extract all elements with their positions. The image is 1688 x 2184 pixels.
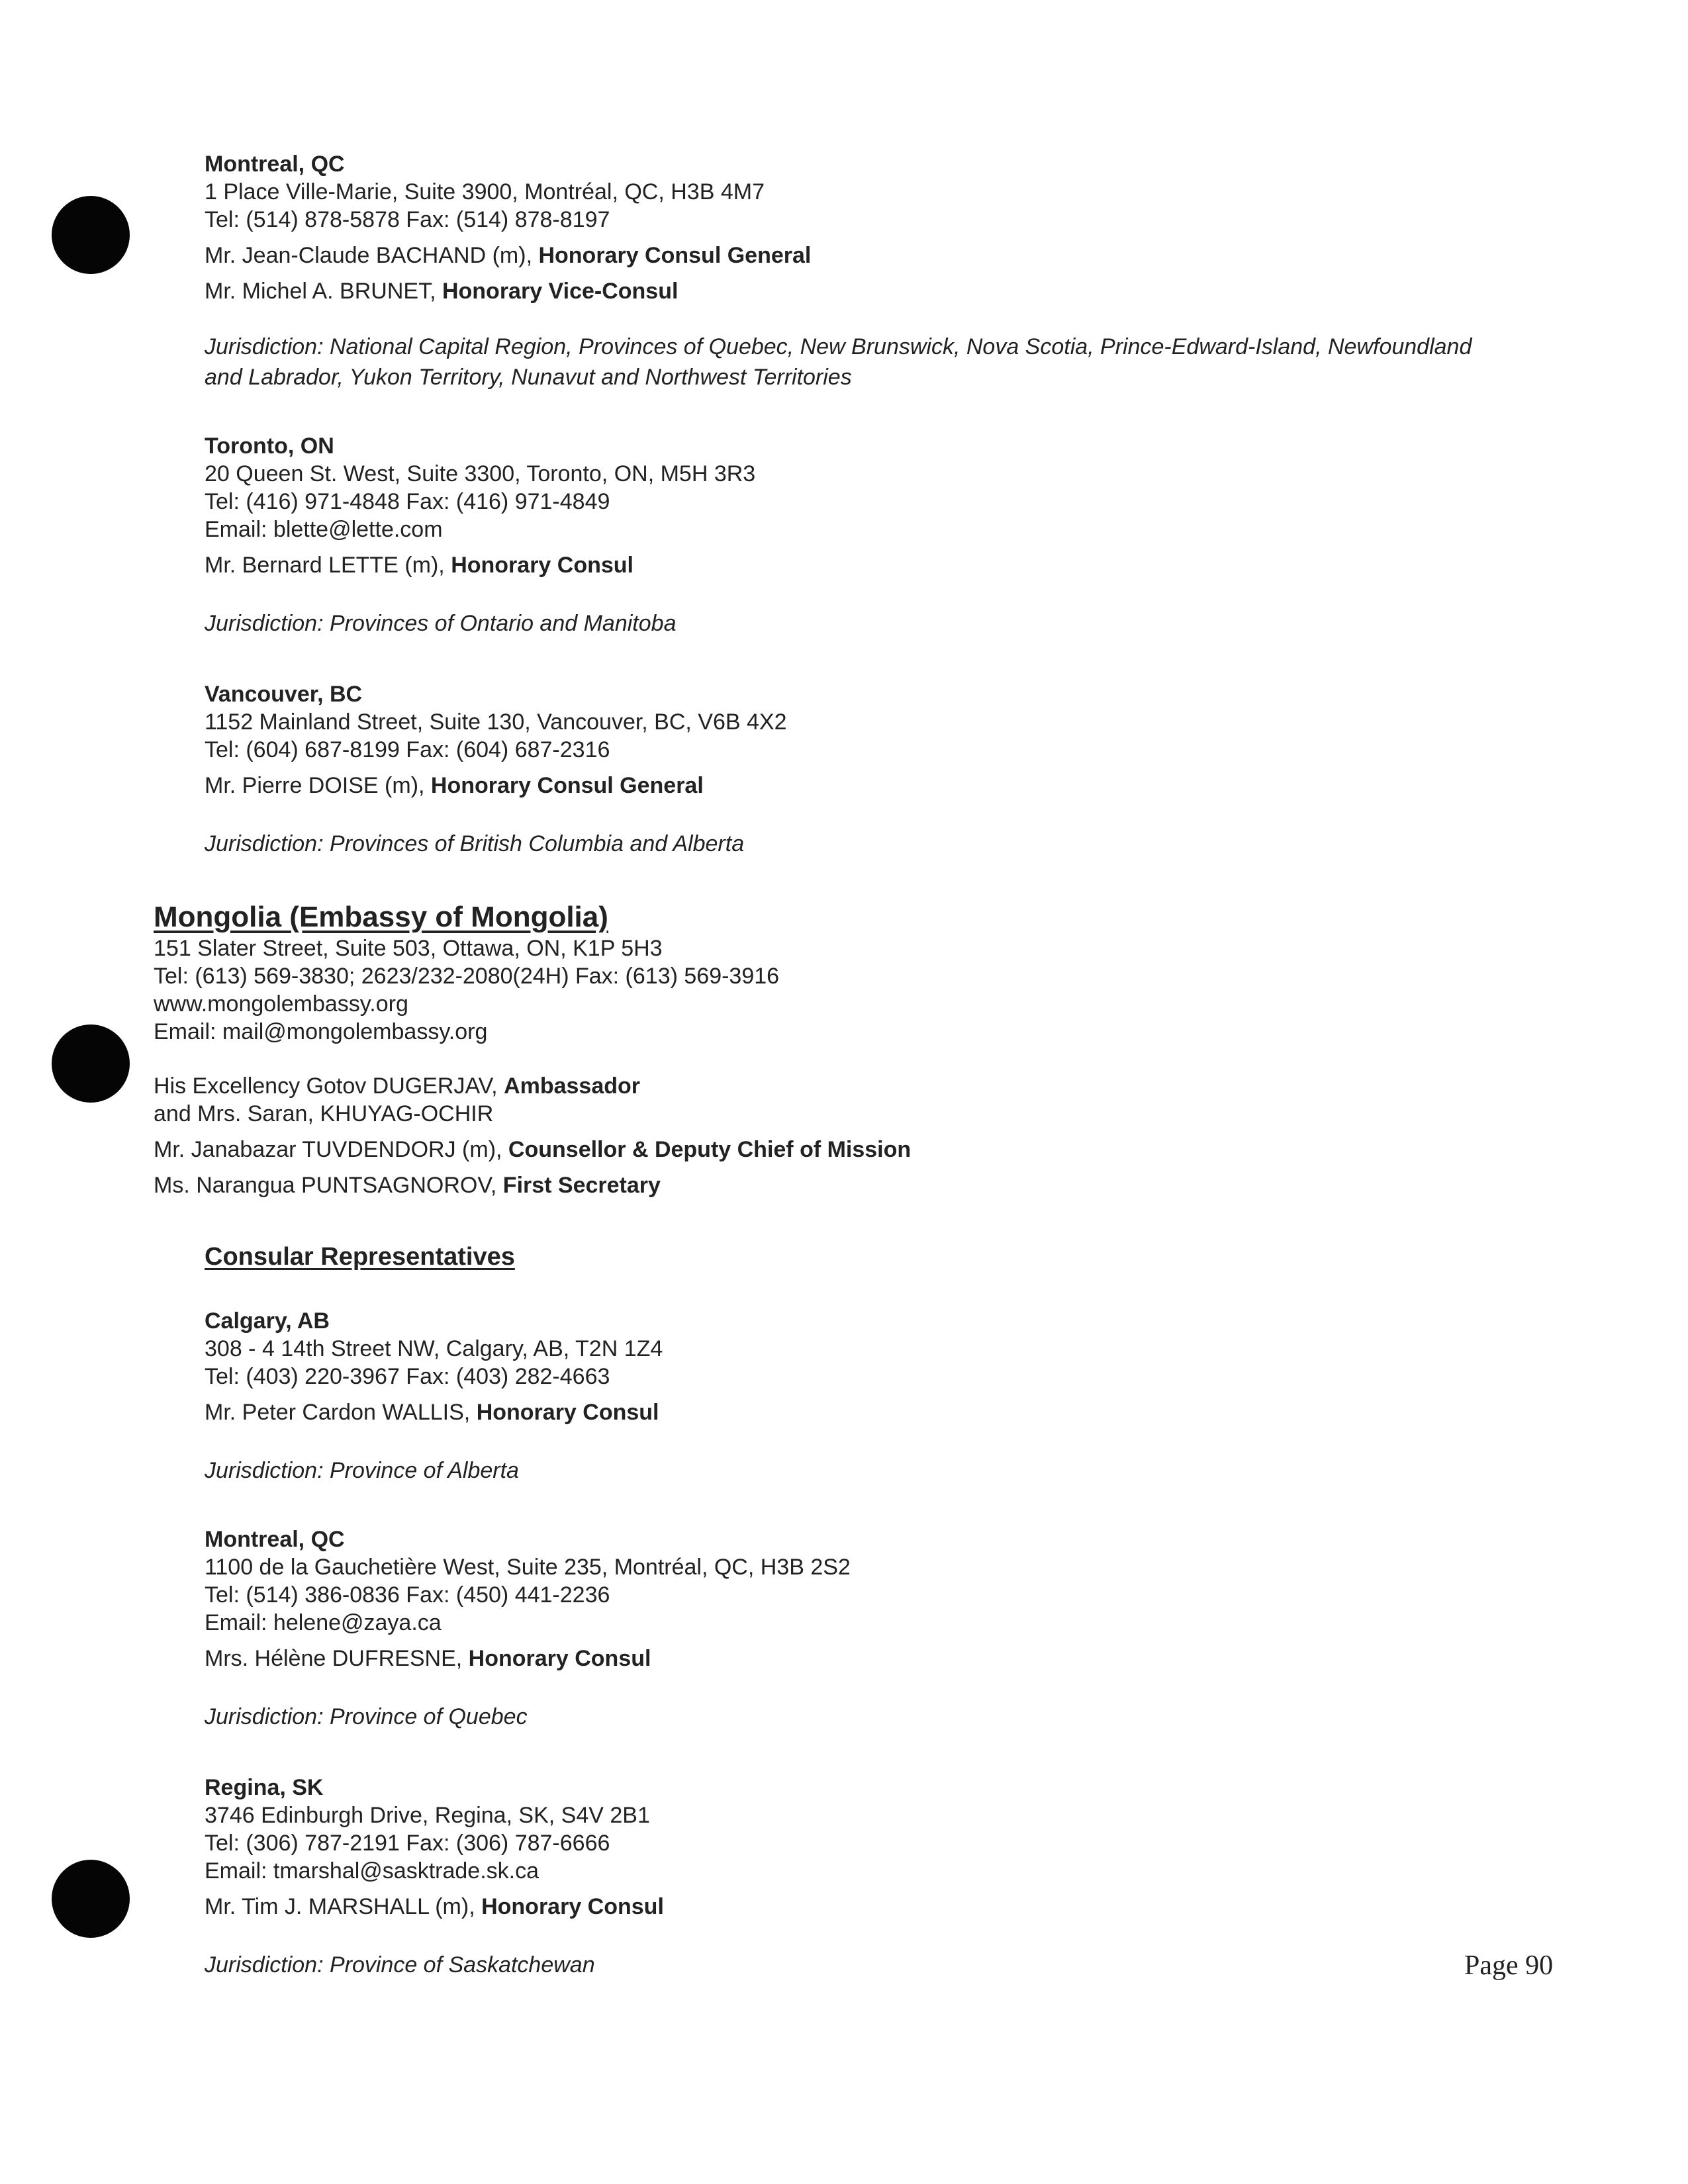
- jurisdiction: Jurisdiction: Provinces of Ontario and Manitoba: [205, 611, 677, 636]
- punch-hole-bottom: [52, 1860, 130, 1938]
- staff-title: First Secretary: [502, 1173, 661, 1198]
- email: Email: blette@lette.com: [205, 517, 443, 542]
- consulate-vancouver: [205, 680, 1462, 859]
- city-heading: Toronto, ON: [205, 433, 334, 459]
- representative: Mr. Bernard LETTE (m), Honorary Consul: [205, 553, 633, 578]
- jurisdiction: Jurisdiction: Province of Quebec: [205, 1704, 528, 1729]
- representative-title: Honorary Consul: [481, 1894, 664, 1919]
- staff-title: Counsellor & Deputy Chief of Mission: [508, 1137, 912, 1162]
- representative: Mr. Peter Cardon WALLIS, Honorary Consul: [205, 1400, 659, 1425]
- city-heading: Regina, SK: [205, 1775, 324, 1800]
- punch-hole-top: [52, 196, 130, 274]
- phone-fax: Tel: (514) 386-0836 Fax: (450) 441-2236: [205, 1582, 610, 1608]
- consular-section: [205, 1242, 515, 1272]
- page-number: Page 90: [1464, 1950, 1554, 1981]
- representative-title: Honorary Consul: [476, 1400, 659, 1425]
- address: 1100 de la Gauchetière West, Suite 235, Montréal, QC, H3B 2S2: [205, 1555, 851, 1580]
- consular-heading: Consular Representatives: [205, 1243, 515, 1271]
- address: 308 - 4 14th Street NW, Calgary, AB, T2N 1Z4: [205, 1336, 663, 1361]
- address: 20 Queen St. West, Suite 3300, Toronto, ON, M5H 3R3: [205, 461, 756, 486]
- consulate-toronto: [205, 432, 1462, 639]
- representative: Mr. Jean-Claude BACHAND (m), Honorary Consul General: [205, 243, 812, 268]
- email: Email: mail@mongolembassy.org: [154, 1019, 488, 1044]
- phone-fax: Tel: (604) 687-8199 Fax: (604) 687-2316: [205, 737, 610, 762]
- phone-fax: Tel: (416) 971-4848 Fax: (416) 971-4849: [205, 489, 610, 514]
- address: 3746 Edinburgh Drive, Regina, SK, S4V 2B1: [205, 1803, 650, 1828]
- address: 1 Place Ville-Marie, Suite 3900, Montréal, QC, H3B 4M7: [205, 179, 765, 205]
- consulate-montreal-1: [205, 150, 1528, 392]
- email: Email: helene@zaya.ca: [205, 1610, 442, 1635]
- phone-fax: Tel: (514) 878-5878 Fax: (514) 878-8197: [205, 207, 610, 232]
- representative-title: Honorary Consul General: [538, 243, 812, 268]
- embassy-mongolia: [154, 900, 1477, 1199]
- representative: Mr. Michel A. BRUNET, Honorary Vice-Consul: [205, 279, 679, 304]
- staff-member: and Mrs. Saran, KHUYAG-OCHIR: [154, 1101, 494, 1126]
- jurisdiction: Jurisdiction: National Capital Region, Provinces of Quebec, New Brunswick, Nova Scotia, Prince-Edward-Island, Newfoundland and Labrador, Yukon Territory, Nunavut and Northwest Territories: [205, 334, 1472, 390]
- city-heading: Calgary, AB: [205, 1308, 330, 1334]
- embassy-staff-list: [154, 1072, 1477, 1199]
- jurisdiction: Jurisdiction: Province of Saskatchewan: [205, 1952, 595, 1978]
- phone-fax: Tel: (613) 569-3830; 2623/232-2080(24H) Fax: (613) 569-3916: [154, 964, 780, 989]
- phone-fax: Tel: (306) 787-2191 Fax: (306) 787-6666: [205, 1831, 610, 1856]
- representative-title: Honorary Vice-Consul: [442, 279, 679, 304]
- country-heading: Mongolia (Embassy of Mongolia): [154, 901, 608, 933]
- address: 151 Slater Street, Suite 503, Ottawa, ON, K1P 5H3: [154, 936, 663, 961]
- jurisdiction: Jurisdiction: Provinces of British Columbia and Alberta: [205, 831, 745, 856]
- city-heading: Vancouver, BC: [205, 682, 363, 707]
- consulate-regina: [205, 1774, 1462, 1980]
- website: www.mongolembassy.org: [154, 991, 408, 1017]
- address: 1152 Mainland Street, Suite 130, Vancouver, BC, V6B 4X2: [205, 709, 787, 735]
- representative-title: Honorary Consul: [468, 1646, 651, 1671]
- jurisdiction: Jurisdiction: Province of Alberta: [205, 1458, 519, 1483]
- staff-title: Ambassador: [504, 1073, 641, 1099]
- representative-title: Honorary Consul: [451, 553, 633, 578]
- representative-title: Honorary Consul General: [430, 773, 704, 798]
- city-heading: Montreal, QC: [205, 152, 345, 177]
- staff-member: Ms. Narangua PUNTSAGNOROV, First Secretary: [154, 1173, 661, 1198]
- staff-member: His Excellency Gotov DUGERJAV, Ambassador: [154, 1073, 641, 1099]
- representative: Mrs. Hélène DUFRESNE, Honorary Consul: [205, 1646, 651, 1671]
- city-heading: Montreal, QC: [205, 1527, 345, 1552]
- phone-fax: Tel: (403) 220-3967 Fax: (403) 282-4663: [205, 1364, 610, 1389]
- punch-hole-middle: [52, 1024, 130, 1103]
- staff-member: Mr. Janabazar TUVDENDORJ (m), Counsellor & Deputy Chief of Mission: [154, 1137, 912, 1162]
- consulate-montreal-2: [205, 1525, 1462, 1732]
- representative: Mr. Tim J. MARSHALL (m), Honorary Consul: [205, 1894, 664, 1919]
- email: Email: tmarshal@sasktrade.sk.ca: [205, 1858, 539, 1884]
- representative: Mr. Pierre DOISE (m), Honorary Consul General: [205, 773, 704, 798]
- consulate-calgary: [205, 1307, 1462, 1486]
